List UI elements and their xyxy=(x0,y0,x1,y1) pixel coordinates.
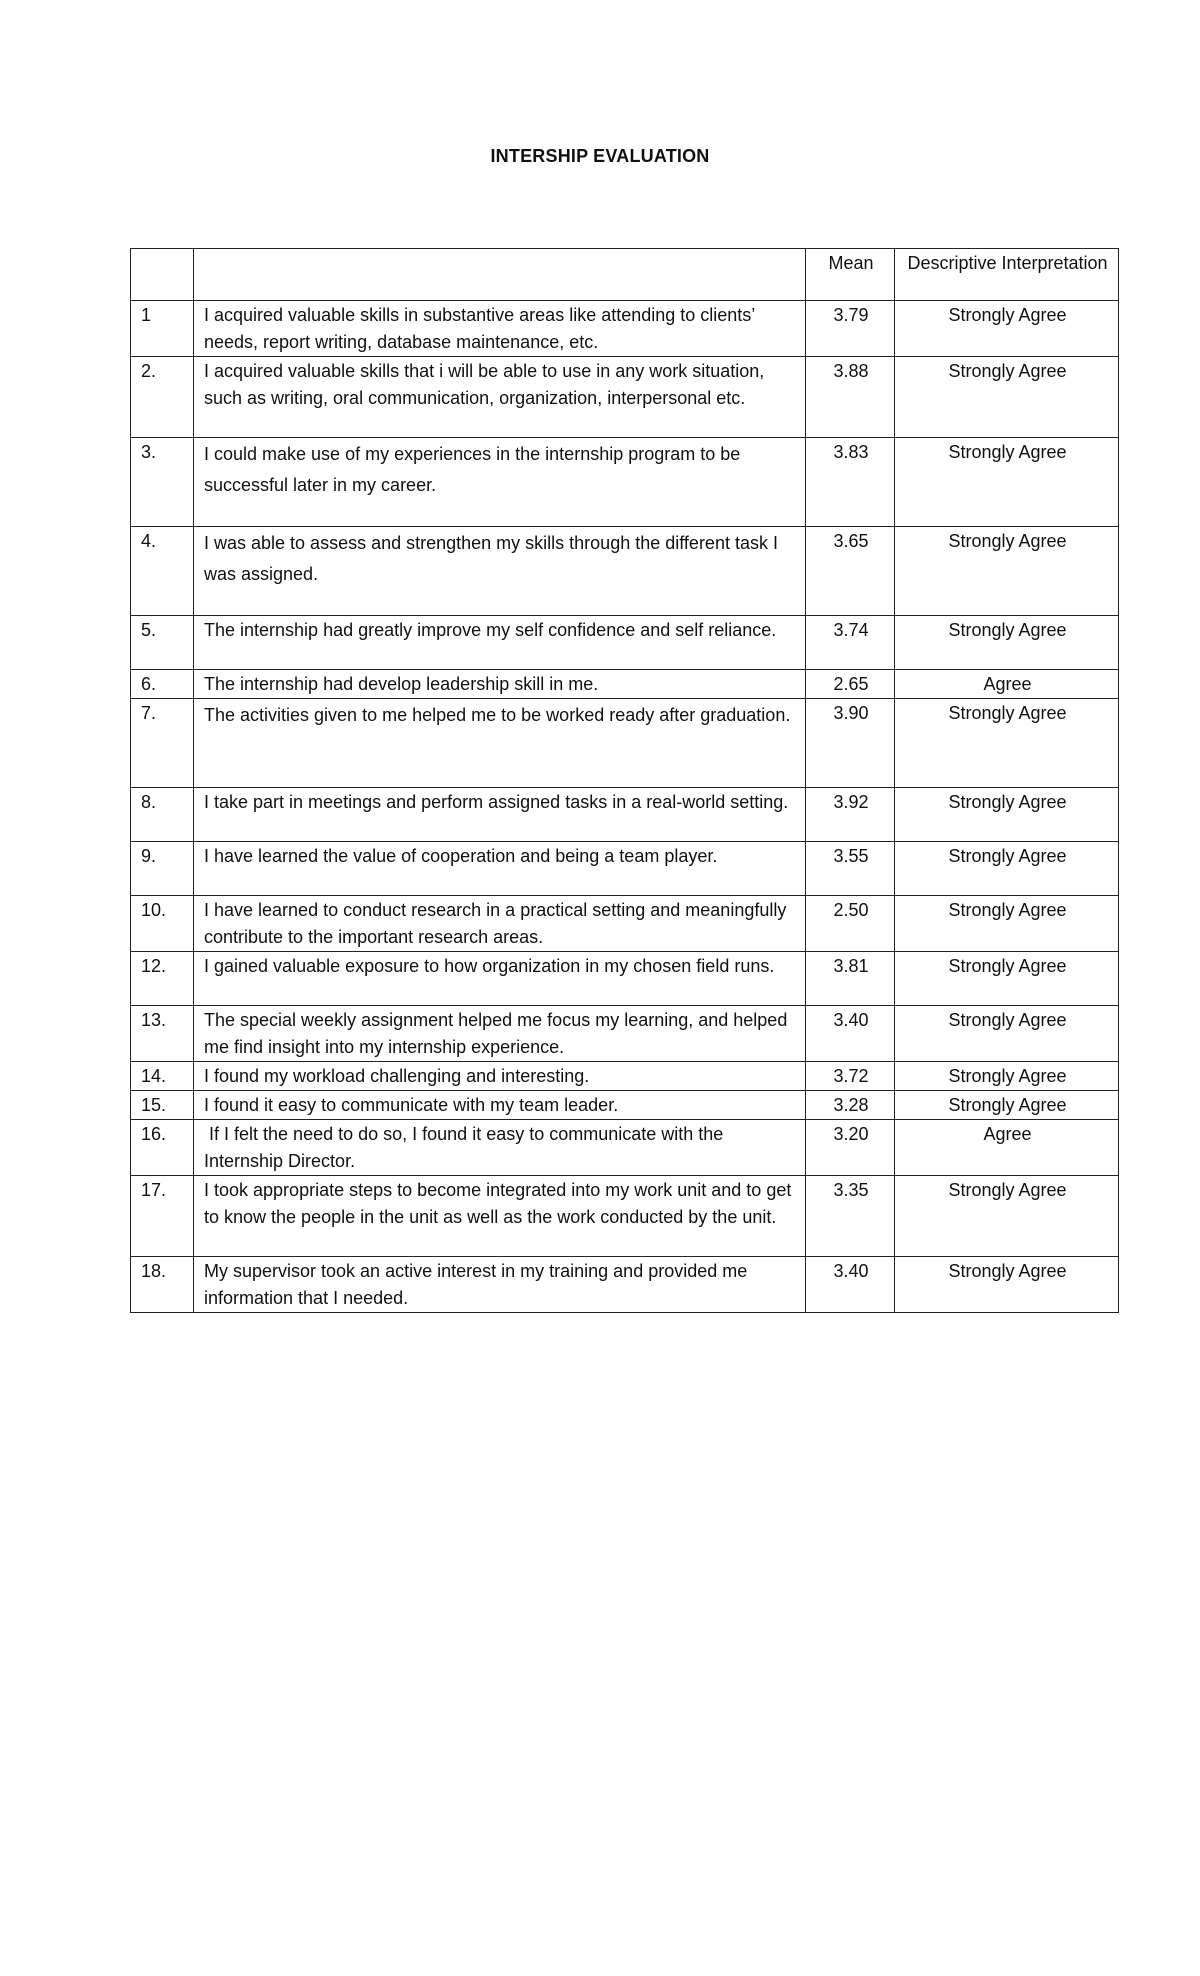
table-header-row xyxy=(131,249,1119,301)
header-interpretation: Descriptive Interpretation xyxy=(895,249,1119,301)
row-statement: If I felt the need to do so, I found it easy to communicate with the Internship Director. xyxy=(194,1120,806,1176)
row-number: 16. xyxy=(131,1120,194,1176)
row-statement: I acquired valuable skills that i will be able to use in any work situation, such as writing, oral communication, organization, interpersonal etc. xyxy=(194,357,806,438)
row-number: 5. xyxy=(131,616,194,670)
row-mean: 3.92 xyxy=(806,788,895,842)
row-mean: 3.35 xyxy=(806,1176,895,1257)
row-mean: 3.72 xyxy=(806,1062,895,1091)
row-statement: I could make use of my experiences in the internship program to be successful later in my career. xyxy=(194,438,806,527)
table-row xyxy=(131,1257,1119,1313)
row-interpretation: Strongly Agree xyxy=(895,1091,1119,1120)
table-row xyxy=(131,1120,1119,1176)
row-interpretation: Strongly Agree xyxy=(895,527,1119,616)
table-row xyxy=(131,357,1119,438)
row-mean: 3.88 xyxy=(806,357,895,438)
row-number: 18. xyxy=(131,1257,194,1313)
row-mean: 3.20 xyxy=(806,1120,895,1176)
row-mean: 3.74 xyxy=(806,616,895,670)
row-interpretation: Agree xyxy=(895,1120,1119,1176)
row-statement: I found it easy to communicate with my team leader. xyxy=(194,1091,806,1120)
table-row xyxy=(131,788,1119,842)
row-statement: The special weekly assignment helped me focus my learning, and helped me find insight into my internship experience. xyxy=(194,1006,806,1062)
table-row xyxy=(131,1176,1119,1257)
row-interpretation: Strongly Agree xyxy=(895,1062,1119,1091)
table-row xyxy=(131,1006,1119,1062)
row-statement: I was able to assess and strengthen my skills through the different task I was assigned. xyxy=(194,527,806,616)
row-mean: 3.28 xyxy=(806,1091,895,1120)
row-statement: The internship had greatly improve my self confidence and self reliance. xyxy=(194,616,806,670)
row-number: 15. xyxy=(131,1091,194,1120)
row-statement: I take part in meetings and perform assigned tasks in a real-world setting. xyxy=(194,788,806,842)
row-interpretation: Strongly Agree xyxy=(895,1176,1119,1257)
row-statement: I gained valuable exposure to how organization in my chosen field runs. xyxy=(194,952,806,1006)
row-statement: My supervisor took an active interest in my training and provided me information that I needed. xyxy=(194,1257,806,1313)
table-row xyxy=(131,699,1119,788)
row-number: 6. xyxy=(131,670,194,699)
evaluation-table xyxy=(130,248,1119,1313)
header-mean: Mean xyxy=(806,249,895,301)
row-mean: 3.40 xyxy=(806,1257,895,1313)
row-statement: I acquired valuable skills in substantive areas like attending to clients’ needs, report writing, database maintenance, etc. xyxy=(194,301,806,357)
row-interpretation: Agree xyxy=(895,670,1119,699)
row-statement: I have learned the value of cooperation and being a team player. xyxy=(194,842,806,896)
row-interpretation: Strongly Agree xyxy=(895,896,1119,952)
table-row xyxy=(131,301,1119,357)
row-interpretation: Strongly Agree xyxy=(895,616,1119,670)
row-mean: 3.79 xyxy=(806,301,895,357)
table-row xyxy=(131,616,1119,670)
table-row xyxy=(131,670,1119,699)
table-row xyxy=(131,1091,1119,1120)
row-number: 13. xyxy=(131,1006,194,1062)
row-number: 4. xyxy=(131,527,194,616)
table-row xyxy=(131,527,1119,616)
row-number: 8. xyxy=(131,788,194,842)
row-mean: 3.83 xyxy=(806,438,895,527)
row-statement: The activities given to me helped me to be worked ready after graduation. xyxy=(194,699,806,788)
table-row xyxy=(131,896,1119,952)
row-interpretation: Strongly Agree xyxy=(895,301,1119,357)
row-number: 17. xyxy=(131,1176,194,1257)
row-mean: 3.90 xyxy=(806,699,895,788)
row-number: 3. xyxy=(131,438,194,527)
row-number: 7. xyxy=(131,699,194,788)
table-row xyxy=(131,952,1119,1006)
row-mean: 2.65 xyxy=(806,670,895,699)
table-row xyxy=(131,1062,1119,1091)
row-statement: I found my workload challenging and interesting. xyxy=(194,1062,806,1091)
table-row xyxy=(131,438,1119,527)
row-interpretation: Strongly Agree xyxy=(895,1006,1119,1062)
header-statement-cell xyxy=(194,249,806,301)
row-number: 12. xyxy=(131,952,194,1006)
row-number: 2. xyxy=(131,357,194,438)
page-title: INTERSHIP EVALUATION xyxy=(490,146,710,166)
row-statement: I have learned to conduct research in a practical setting and meaningfully contribute to the important research areas. xyxy=(194,896,806,952)
row-interpretation: Strongly Agree xyxy=(895,1257,1119,1313)
row-mean: 3.81 xyxy=(806,952,895,1006)
row-statement: I took appropriate steps to become integrated into my work unit and to get to know the people in the unit as well as the work conducted by the unit. xyxy=(194,1176,806,1257)
row-number: 10. xyxy=(131,896,194,952)
table-row xyxy=(131,842,1119,896)
row-number: 14. xyxy=(131,1062,194,1091)
row-mean: 3.40 xyxy=(806,1006,895,1062)
row-interpretation: Strongly Agree xyxy=(895,952,1119,1006)
row-number: 9. xyxy=(131,842,194,896)
row-statement: The internship had develop leadership skill in me. xyxy=(194,670,806,699)
row-interpretation: Strongly Agree xyxy=(895,788,1119,842)
row-number: 1 xyxy=(131,301,194,357)
header-num-cell xyxy=(131,249,194,301)
row-mean: 2.50 xyxy=(806,896,895,952)
row-interpretation: Strongly Agree xyxy=(895,357,1119,438)
row-interpretation: Strongly Agree xyxy=(895,842,1119,896)
row-interpretation: Strongly Agree xyxy=(895,699,1119,788)
row-mean: 3.55 xyxy=(806,842,895,896)
row-mean: 3.65 xyxy=(806,527,895,616)
row-interpretation: Strongly Agree xyxy=(895,438,1119,527)
